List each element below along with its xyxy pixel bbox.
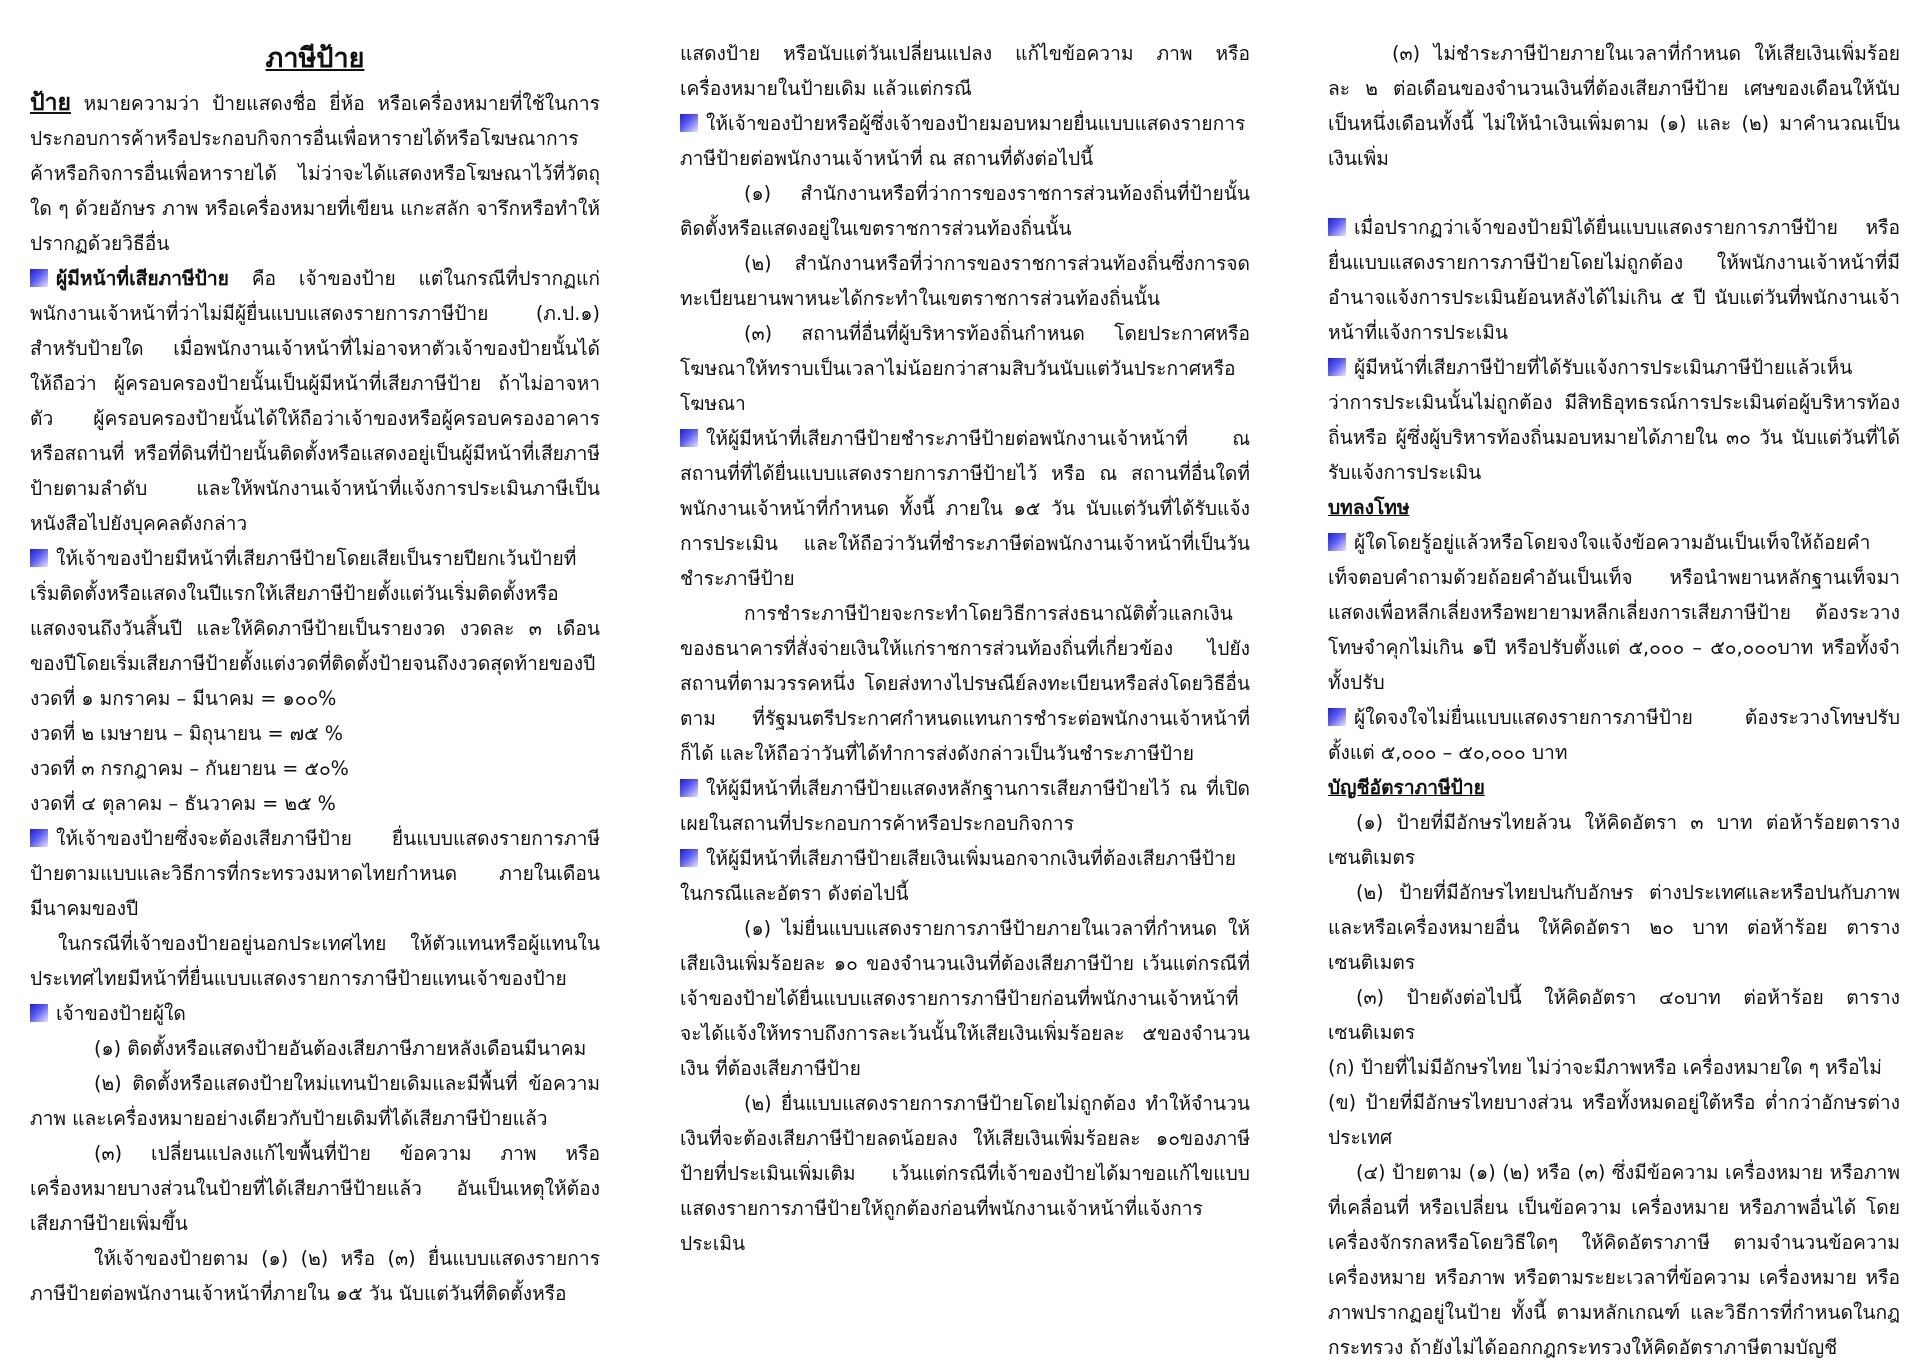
column-1 [30, 36, 600, 1311]
payment-paragraph: ให้ผู้มีหน้าที่เสียภาษีป้ายชำระภาษีป้ายต่อพนักงานเจ้าหน้าที่ ณ สถานที่ที่ได้ยื่นแบบแสดงรายการภาษีป้ายไว้ หรือ ณ สถานที่อื่นใดที่พนักงานเจ้าหน้าที่กำหนด ทั้งนี้ ภายใน ๑๕ วัน นับแต่วันที่ได้รับแจ้งการประเมิน และให้ถือว่าวันที่ชำระภาษีต่อพนักงานเจ้าหน้าที่เป็นวันชำระภาษีป้าย [680, 427, 1250, 590]
bullet-icon [30, 549, 48, 567]
owner-item: (๑) ติดตั้งหรือแสดงป้ายอันต้องเสียภาษีภายหลังเดือนมีนาคม [94, 1037, 587, 1060]
document-title: ภาษีป้าย [265, 43, 365, 74]
bullet-icon [30, 829, 48, 847]
column-3 [1328, 36, 1900, 1365]
filing-deadline-paragraph: ให้เจ้าของป้ายตาม (๑) (๒) หรือ (๓) ยื่นแบบแสดงรายการภาษีป้ายต่อพนักงานเจ้าหน้าที่ภายใน ๑๕ วัน นับแต่วันที่ติดตั้งหรือ [30, 1247, 600, 1305]
owner-item: (๓) เปลี่ยนแปลงแก้ไขพื้นที่ป้าย ข้อความ ภาพ หรือเครื่องหมายบางส่วนในป้ายที่ได้เสียภาษีป้ายแล้ว อันเป็นเหตุให้ต้องเสียภาษีป้ายเพิ่มขึ้น [30, 1142, 600, 1235]
taxpayer-paragraph: ผู้มีหน้าที่เสียภาษีป้าย คือ เจ้าของป้าย แต่ในกรณีที่ปรากฏแก่พนักงานเจ้าหน้าที่ว่าไม่มีผู้ยื่นแบบแสดงรายการภาษีป้าย (ภ.ป.๑) สำหรับป้ายใด เมื่อพนักงานเจ้าหน้าที่ไม่อาจหาตัวเจ้าของป้ายนั้นได้ ให้ถือว่า ผู้ครอบครองป้ายนั้นเป็นผู้มีหน้าที่เสียภาษีป้าย ถ้าไม่อาจหาตัว ผู้ครอบครองป้ายนั้นได้ให้ถือว่าเจ้าของหรือผู้ครอบครองอาคาร หรือสถานที่ หรือที่ดินที่ป้ายนั้นติดตั้งหรือแสดงอยู่เป็นผู้มีหน้าที่เสียภาษีป้ายตามลำดับ และให้พนักงานเจ้าหน้าที่แจ้งการประเมินภาษีเป็นหนังสือไปยังบุคคลดังกล่าว [30, 267, 600, 535]
bullet-icon [680, 114, 698, 132]
owner-heading: เจ้าของป้ายผู้ใด [30, 996, 600, 1031]
evidence-paragraph: ให้ผู้มีหน้าที่เสียภาษีป้ายแสดงหลักฐานการเสียภาษีป้ายไว้ ณ ที่เปิดเผยในสถานที่ประกอบการค้าหรือประกอบกิจการ [680, 777, 1250, 835]
rate-item: (๓) ป้ายดังต่อไปนี้ ให้คิดอัตรา ๔๐บาท ต่อห้าร้อย ตารางเซนติเมตร [1328, 986, 1900, 1044]
rate-subitem: (ข) ป้ายที่มีอักษรไทยบางส่วน หรือทั้งหมดอยู่ใต้หรือ ต่ำกว่าอักษรต่างประเทศ [1328, 1091, 1900, 1149]
taxpayer-term: ผู้มีหน้าที่เสียภาษีป้าย [56, 267, 229, 290]
annual-tax-paragraph: ให้เจ้าของป้ายมีหน้าที่เสียภาษีป้ายโดยเสียเป็นรายปียกเว้นป้ายที่เริ่มติดตั้งหรือแสดงในปีแรกให้เสียภาษีป้ายตั้งแต่วันเริ่มติดตั้งหรือแสดงจนถึงวันสิ้นปี และให้คิดภาษีป้ายเป็นรายงวด งวดละ ๓ เดือนของปีโดยเริ่มเสียภาษีป้ายตั้งแต่งวดที่ติดตั้งป้ายจนถึงงวดสุดท้ายของปี [30, 547, 600, 675]
column-2 [680, 36, 1250, 1261]
bullet-icon [1328, 708, 1346, 726]
bullet-icon [680, 429, 698, 447]
bullet-icon [30, 1004, 48, 1022]
rate-item: (๒) ป้ายที่มีอักษรไทยปนกับอักษร ต่างประเทศและหรือปนกับภาพและหรือเครื่องหมายอื่น ให้คิดอัตรา ๒๐ บาท ต่อห้าร้อย ตารางเซนติเมตร [1328, 881, 1900, 974]
period-line: งวดที่ ๔ ตุลาคม – ธันวาคม = ๒๕ % [30, 792, 336, 815]
bullet-icon [680, 849, 698, 867]
bullet-icon [1328, 533, 1346, 551]
foreign-owner-paragraph: ในกรณีที่เจ้าของป้ายอยู่นอกประเทศไทย ให้ตัวแทนหรือผู้แทนในประเทศไทยมีหน้าที่ยื่นแบบแสดงรายการภาษีป้ายแทนเจ้าของป้าย [30, 932, 600, 990]
payment-method-paragraph: การชำระภาษีป้ายจะกระทำโดยวิธีการส่งธนาณัติตั๋วแลกเงินของธนาคารที่สั่งจ่ายเงินให้แก่ราชการส่วนท้องถิ่นที่เกี่ยวข้อง ไปยังสถานที่ตามวรรคหนึ่ง โดยส่งทางไปรษณีย์ลงทะเบียนหรือส่งโดยวิธีอื่นตาม ที่รัฐมนตรีประกาศกำหนดแทนการชำระต่อพนักงานเจ้าหน้าที่ก็ได้ และให้ถือว่าวันที่ได้ทำการส่งดังกล่าวเป็นวันชำระภาษีป้าย [680, 602, 1250, 765]
surcharge-item: (๑) ไม่ยื่นแบบแสดงรายการภาษีป้ายภายในเวลาที่กำหนด ให้เสียเงินเพิ่มร้อยละ ๑๐ ของจำนวนเงินที่ต้องเสียภาษีป้าย เว้นแต่กรณีที่เจ้าของป้ายได้ยื่นแบบแสดงรายการภาษีป้ายก่อนที่พนักงานเจ้าหน้าที่จะได้แจ้งให้ทราบถึงการละเว้นนั้นให้เสียเงินเพิ่มร้อยละ ๕ของจำนวนเงิน ที่ต้องเสียภาษีป้าย [680, 917, 1250, 1080]
definition-term: ป้าย [30, 90, 71, 116]
continuation-paragraph: แสดงป้าย หรือนับแต่วันเปลี่ยนแปลง แก้ไขข้อความ ภาพ หรือเครื่องหมายในป้ายเดิม แล้วแต่กรณี [680, 42, 1250, 100]
surcharge-item: (๒) ยื่นแบบแสดงรายการภาษีป้ายโดยไม่ถูกต้อง ทำให้จำนวนเงินที่จะต้องเสียภาษีป้ายลดน้อยลง ให้เสียเงินเพิ่มร้อยละ ๑๐ของภาษีป้ายที่ประเมินเพิ่มเติม เว้นแต่กรณีที่เจ้าของป้ายได้มาขอแก้ไขแบบแสดงรายการภาษีป้ายให้ถูกต้องก่อนที่พนักงานเจ้าหน้าที่แจ้งการประเมิน [680, 1092, 1250, 1255]
rate-subitem: (ก) ป้ายที่ไม่มีอักษรไทย ไม่ว่าจะมีภาพหรือ เครื่องหมายใด ๆ หรือไม่ [1328, 1056, 1882, 1079]
filing-place-item: (๑) สำนักงานหรือที่ว่าการของราชการส่วนท้องถิ่นที่ป้ายนั้นติดตั้งหรือแสดงอยู่ในเขตราชการส่วนท้องถิ่นนั้น [680, 182, 1250, 240]
rate-item: (๔) ป้ายตาม (๑) (๒) หรือ (๓) ซึ่งมีข้อความ เครื่องหมาย หรือภาพที่เคลื่อนที่ หรือเปลี่ยน เป็นข้อความ เครื่องหมาย หรือภาพอื่นได้ โดยเครื่องจักรกลหรือโดยวิธีใดๆ ให้คิดอัตราภาษี ตามจำนวนข้อความ เครื่องหมาย หรือภาพ หรือตามระยะเวลาที่ข้อความ เครื่องหมาย หรือภาพปรากฏอยู่ในป้าย ทั้งนี้ ตามหลักเกณฑ์ และวิธีการที่กำหนดในกฎกระทรวง ถ้ายังไม่ได้ออกกฎกระทรวงให้คิดอัตราภาษีตามบัญชี [1328, 1161, 1900, 1359]
bullet-icon [30, 269, 48, 287]
filing-place-paragraph: ให้เจ้าของป้ายหรือผู้ซึ่งเจ้าของป้ายมอบหมายยื่นแบบแสดงรายการภาษีป้ายต่อพนักงานเจ้าหน้าที่ ณ สถานที่ดังต่อไปนี้ [680, 112, 1246, 170]
penalty-paragraph: ผู้ใดจงใจไม่ยื่นแบบแสดงรายการภาษีป้าย ต้องระวางโทษปรับตั้งแต่ ๕,๐๐๐ – ๕๐,๐๐๐ บาท [1328, 706, 1900, 764]
definition-paragraph: ป้าย หมายความว่า ป้ายแสดงชื่อ ยี่ห้อ หรือเครื่องหมายที่ใช้ในการประกอบการค้าหรือประกอบกิจการอื่นเพื่อหารายได้หรือโฆษณาการค้าหรือกิจการอื่นเพื่อหารายได้ ไม่ว่าจะได้แสดงหรือโฆษณาไว้ที่วัตถุใด ๆ ด้วยอักษร ภาพ หรือเครื่องหมายที่เขียน แกะสลัก จารึกหรือทำให้ปรากฏด้วยวิธีอื่น [30, 90, 600, 255]
penalty-paragraph: ผู้ใดโดยรู้อยู่แล้วหรือโดยจงใจแจ้งข้อความอันเป็นเท็จให้ถ้อยคำเท็จตอบคำถามด้วยถ้อยคำอันเป็นเท็จ หรือนำพยานหลักฐานเท็จมาแสดงเพื่อหลีกเลี่ยงหรือพยายามหลีกเลี่ยงการเสียภาษีป้าย ต้องระวางโทษจำคุกไม่เกิน ๑ปี หรือปรับตั้งแต่ ๕,๐๐๐ – ๕๐,๐๐๐บาท หรือทั้งจำทั้งปรับ [1328, 531, 1900, 694]
spacer [1328, 176, 1900, 210]
surcharge-paragraph: ให้ผู้มีหน้าที่เสียภาษีป้ายเสียเงินเพิ่มนอกจากเงินที่ต้องเสียภาษีป้ายในกรณีและอัตรา ดังต่อไปนี้ [680, 847, 1236, 905]
period-line: งวดที่ ๑ มกราคม – มีนาคม = ๑๐๐% [30, 687, 337, 710]
bullet-icon [680, 779, 698, 797]
rate-item: (๑) ป้ายที่มีอักษรไทยล้วน ให้คิดอัตรา ๓ บาท ต่อห้าร้อยตารางเซนติเมตร [1328, 811, 1900, 869]
period-line: งวดที่ ๓ กรกฎาคม – กันยายน = ๕๐% [30, 757, 349, 780]
rate-table-heading: บัญชีอัตราภาษีป้าย [1328, 776, 1485, 799]
owner-item: (๒) ติดตั้งหรือแสดงป้ายใหม่แทนป้ายเดิมและมีพื้นที่ ข้อความ ภาพ และเครื่องหมายอย่างเดียวกับป้ายเดิมที่ได้เสียภาษีป้ายแล้ว [30, 1072, 600, 1130]
filing-place-item: (๒) สำนักงานหรือที่ว่าการของราชการส่วนท้องถิ่นซึ่งการจดทะเบียนยานพาหนะได้กระทำในเขตราชการส่วนท้องถิ่นนั้น [680, 252, 1250, 310]
period-line: งวดที่ ๒ เมษายน – มิถุนายน = ๗๕ % [30, 722, 343, 745]
bullet-icon [1328, 358, 1346, 376]
filing-place-item: (๓) สถานที่อื่นที่ผู้บริหารท้องถิ่นกำหนด โดยประกาศหรือโฆษณาให้ทราบเป็นเวลาไม่น้อยกว่าสามสิบวันนับแต่วันประกาศหรือโฆษณา [680, 322, 1250, 415]
retro-assessment-paragraph: เมื่อปรากฏว่าเจ้าของป้ายมิได้ยื่นแบบแสดงรายการภาษีป้าย หรือยื่นแบบแสดงรายการภาษีป้ายโดยไม่ถูกต้อง ให้พนักงานเจ้าหน้าที่มีอำนาจแจ้งการประเมินย้อนหลังได้ไม่เกิน ๕ ปี นับแต่วันที่พนักงานเจ้าหน้าที่แจ้งการประเมิน [1328, 216, 1900, 344]
surcharge-item: (๓) ไม่ชำระภาษีป้ายภายในเวลาที่กำหนด ให้เสียเงินเพิ่มร้อยละ ๒ ต่อเดือนของจำนวนเงินที่ต้องเสียภาษีป้าย เศษของเดือนให้นับเป็นหนึ่งเดือนทั้งนี้ ไม่ให้นำเงินเพิ่มตาม (๑) และ (๒) มาคำนวณเป็นเงินเพิ่ม [1328, 42, 1900, 170]
penalty-heading: บทลงโทษ [1328, 496, 1410, 519]
bullet-icon [1328, 218, 1346, 236]
filing-paragraph: ให้เจ้าของป้ายซึ่งจะต้องเสียภาษีป้าย ยื่นแบบแสดงรายการภาษีป้ายตามแบบและวิธีการที่กระทรวงมหาดไทยกำหนด ภายในเดือนมีนาคมของปี [30, 827, 600, 920]
appeal-paragraph: ผู้มีหน้าที่เสียภาษีป้ายที่ได้รับแจ้งการประเมินภาษีป้ายแล้วเห็นว่าการประเมินนั้นไม่ถูกต้อง มีสิทธิอุทธรณ์การประเมินต่อผู้บริหารท้องถิ่นหรือ ผู้ซึ่งผู้บริหารท้องถิ่นมอบหมายได้ภายใน ๓๐ วัน นับแต่วันที่ได้รับแจ้งการประเมิน [1328, 356, 1900, 484]
